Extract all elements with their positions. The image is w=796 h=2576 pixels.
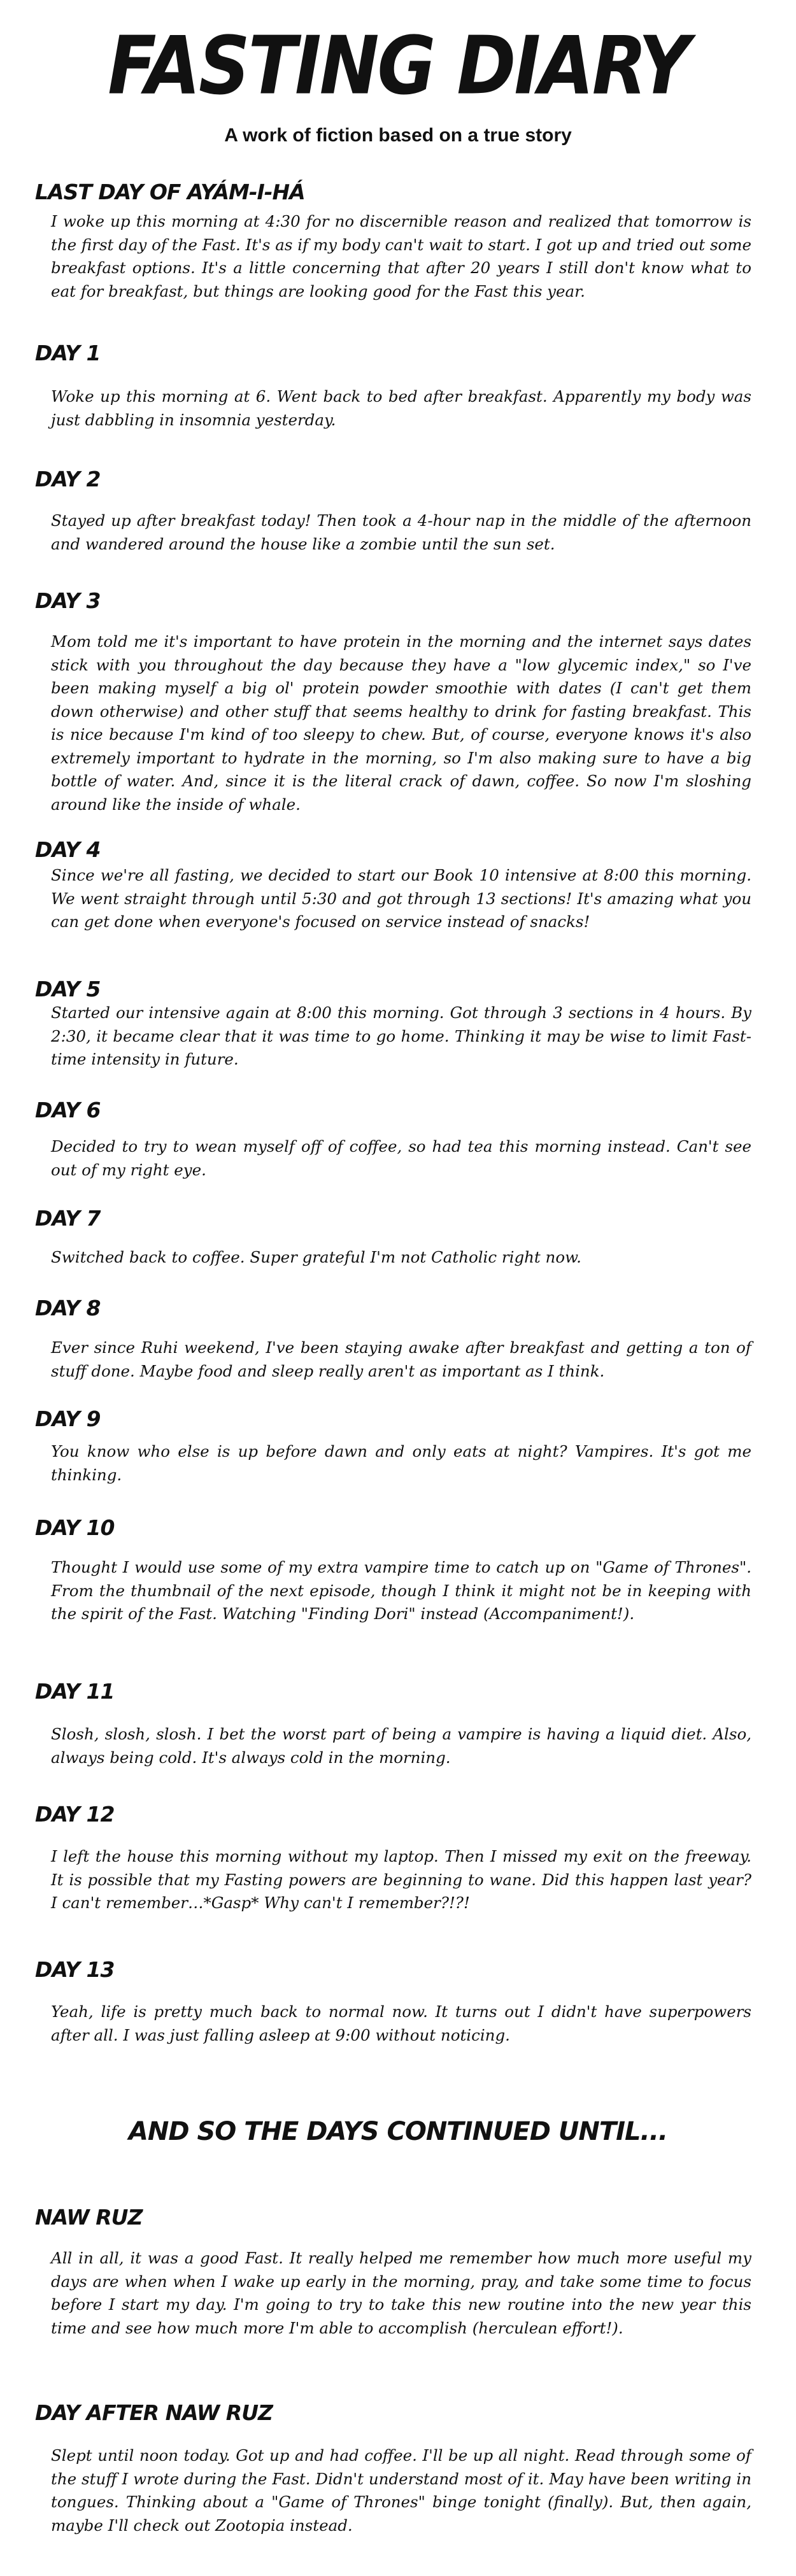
entry-heading: DAY 6 (35, 1098, 101, 1122)
entry-heading: DAY 5 (35, 977, 101, 1001)
entry-heading: DAY 11 (35, 1679, 115, 1704)
entry-text: I woke up this morning at 4:30 for no discernible reason and realized that tomorrow is the first day of the Fast. It's as if my body can't wait to start. I got up and tried out some breakfast options. It's a little concerning that after 20 years I still don't know what to eat for breakfast, but things are looking good for the Fast this year. (51, 212, 751, 301)
entry-text: I left the house this morning without my laptop. Then I missed my exit on the freeway. It is possible that my Fasting powers are beginning to wane. Did this happen last year? I can't remember…*Gasp* Why can't I remember?!?! (51, 1847, 751, 1912)
entry-heading: DAY 8 (35, 1296, 101, 1320)
entry-heading: DAY 2 (35, 467, 101, 492)
entry-text: Since we're all fasting, we decided to start our Book 10 intensive at 8:00 this morning. We went straight through until 5:30 and got through 13 sections! It's amazing what you can get done when everyone's focused on service instead of snacks! (51, 866, 751, 931)
page-subtitle: A work of fiction based on a true story (224, 125, 572, 146)
page-title: FASTING DIARY (108, 20, 688, 113)
entry-heading: DAY 13 (35, 1957, 115, 1982)
entry-text: Yeah, life is pretty much back to normal now. It turns out I didn't have superpowers after all. I was just falling asleep at 9:00 without noticing. (51, 2002, 751, 2044)
entry-text: Mom told me it's important to have protein in the morning and the internet says dates stick with you throughout the day because they have a "low glycemic index," so I've been making myself a big ol' protein powder smoothie with dates (I can't get them down otherwise) and other stuff that seems healthy to drink for fasting breakfast. This is nice because I'm kind of too sleepy to chew. But, of course, everyone knows it's also extremely important to hydrate in the morning, so I'm also making sure to have a big bottle of water. And, since it is the literal crack of dawn, coffee. So now I'm sloshing around like the inside of whale. (51, 632, 751, 814)
entry-heading: DAY 9 (35, 1406, 101, 1431)
interlude-heading: AND SO THE DAYS CONTINUED UNTIL... (128, 2117, 668, 2146)
entry-text: All in all, it was a good Fast. It really helped me remember how much more useful my days are when when I wake up early in the morning, pray, and take some time to focus before I start my day. I'm going to try to take this new routine into the new year this time and see how much more I'm able to accomplish (herculean effort!). (51, 2249, 751, 2337)
entry-heading: DAY 1 (35, 341, 101, 365)
entry-text: Switched back to coffee. Super grateful I'm not Catholic right now. (51, 1248, 581, 1266)
entry-text: Decided to try to wean myself off of coffee, so had tea this morning instead. Can't see out of my right eye. (51, 1137, 751, 1179)
entry-text: Ever since Ruhi weekend, I've been staying awake after breakfast and getting a ton of stuff done. Maybe food and sleep really aren't as important as I think. (51, 1338, 751, 1380)
entry-text: Woke up this morning at 6. Went back to bed after breakfast. Apparently my body was just dabbling in insomnia yesterday. (51, 387, 751, 429)
entry-heading: DAY 10 (35, 1515, 115, 1540)
entry-heading: DAY 7 (35, 1206, 101, 1231)
entry-text: Slosh, slosh, slosh. I bet the worst part of being a vampire is having a liquid diet. Also, always being cold. It's always cold in the morning. (51, 1725, 751, 1767)
entry-text: You know who else is up before dawn and only eats at night? Vampires. It's got me thinking. (51, 1442, 751, 1484)
entry-heading: DAY 12 (35, 1802, 115, 1827)
entry-heading: NAW RUZ (35, 2205, 143, 2230)
entry-text: Started our intensive again at 8:00 this morning. Got through 3 sections in 4 hours. By 2:30, it became clear that it was time to go home. Thinking it may be wise to limit Fast-time intensity in future. (51, 1003, 751, 1068)
entry-heading: DAY 3 (35, 588, 101, 613)
entry-text: Thought I would use some of my extra vampire time to catch up on "Game of Thrones". From the thumbnail of the next episode, though I think it might not be in keeping with the spirit of the Fast. Watching "Finding Dori" instead (Accompaniment!). (51, 1558, 751, 1623)
entry-heading: DAY 4 (35, 837, 101, 862)
entry-heading: DAY AFTER NAW RUZ (35, 2400, 273, 2425)
entry-text: Slept until noon today. Got up and had coffee. I'll be up all night. Read through some of the stuff I wrote during the Fast. Didn't understand most of it. May have been writing in tongues. Thinking about a "Game of Thrones" binge tonight (finally). But, then again, maybe I'll check out Zootopia instead. (51, 2446, 751, 2535)
entry-text: Stayed up after breakfast today! Then took a 4-hour nap in the middle of the afternoon and wandered around the house like a zombie until the sun set. (51, 511, 751, 553)
entry-heading: LAST DAY OF AYÁM-I-HÁ (35, 180, 305, 204)
